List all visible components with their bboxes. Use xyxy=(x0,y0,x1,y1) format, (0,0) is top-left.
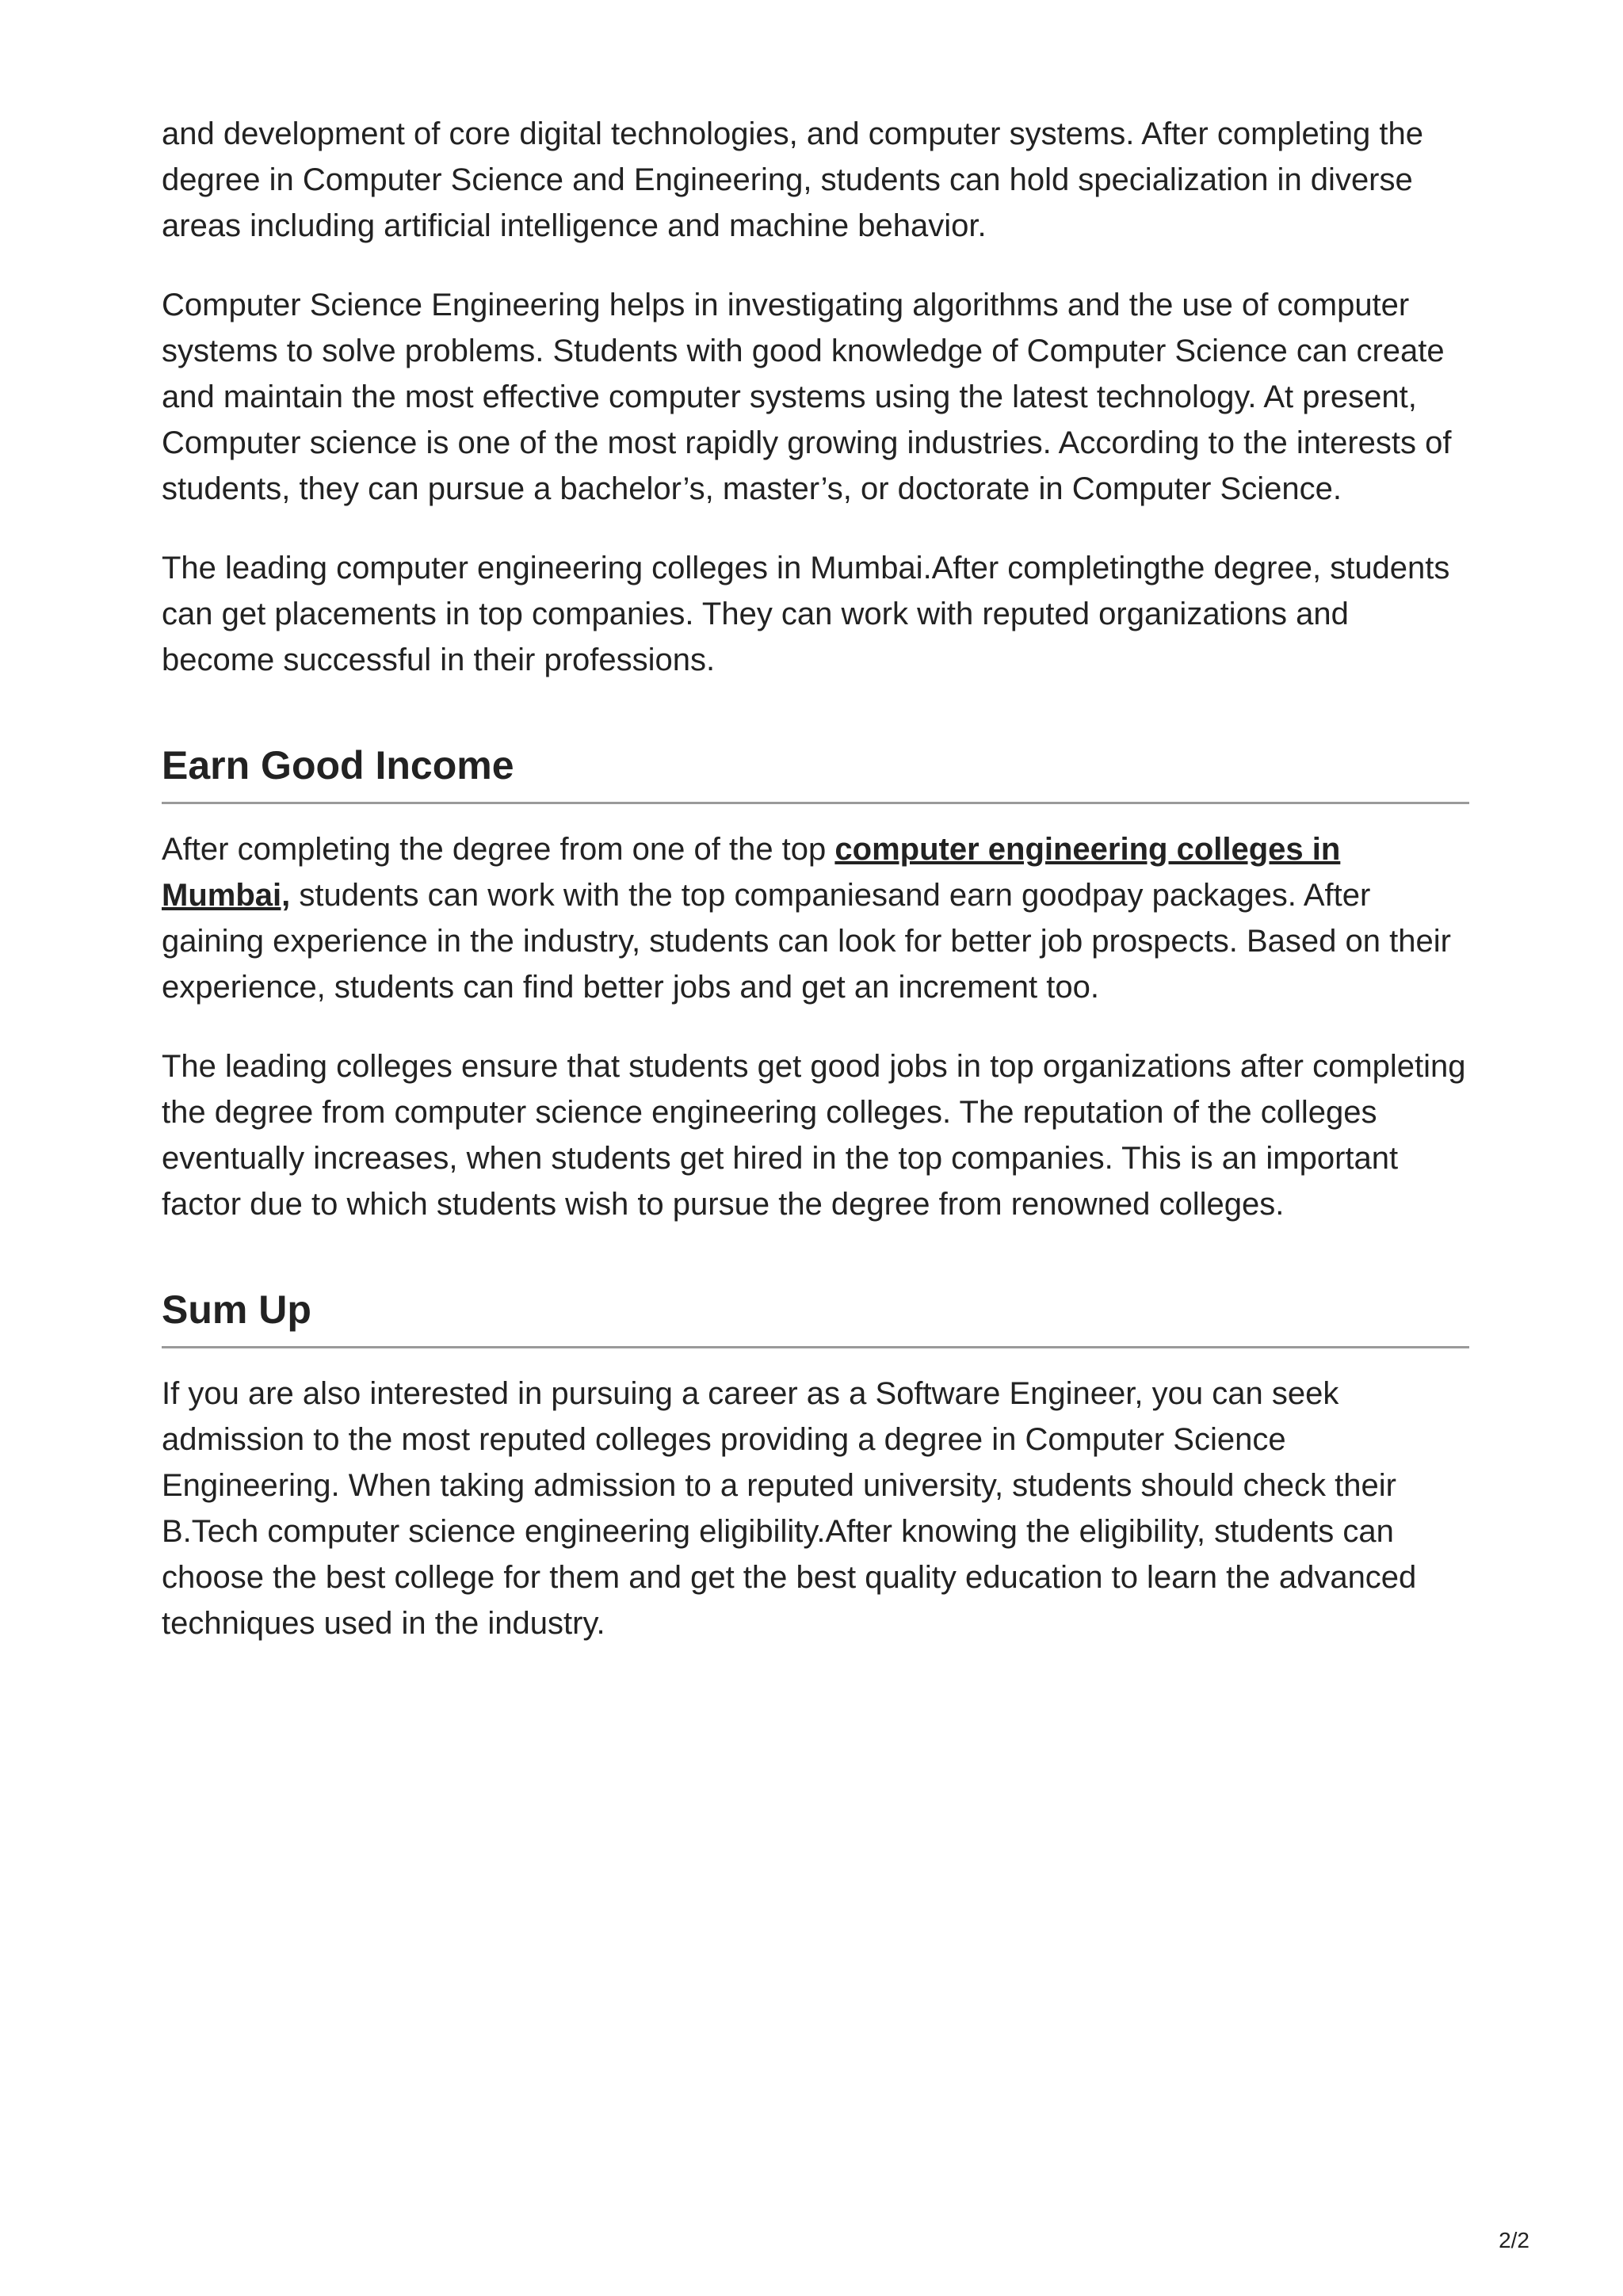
heading-sum-up: Sum Up xyxy=(162,1284,1469,1348)
sum-up-paragraph: If you are also interested in pursuing a career as a Software Engineer, you can seek admission to the most reputed colleges providing a degree in Computer Science Engineering. When taking admission to a reputed university, students should check their B.Tech computer science engineering eligibility.After knowing the eligibility, students can choose the best college for them and get the best quality education to learn the advanced techniques used in the industry. xyxy=(162,1376,1417,1641)
earn-paragraph-1-lead: After completing the degree from one of the top xyxy=(162,832,835,867)
earn-paragraph-1-tail: students can work with the top companiesand earn goodpay packages. After gaining experience in the industry, students can look for better job prospects. Based on their experience, students can find better jobs and get an increment too. xyxy=(162,878,1451,1005)
article-body xyxy=(162,111,1469,1680)
heading-earn-good-income: Earn Good Income xyxy=(162,740,1469,804)
computer-engineering-colleges-link[interactable]: computer engineering colleges in Mumbai, xyxy=(162,832,1341,913)
page-number: 2/2 xyxy=(1499,2228,1529,2252)
intro-paragraph-1: and development of core digital technologies, and computer systems. After completing the degree in Computer Science and Engineering, students can hold specialization in diverse areas including artificial intelligence and machine behavior. xyxy=(162,116,1424,243)
intro-paragraph-2: Computer Science Engineering helps in investigating algorithms and the use of computer systems to solve problems. Students with good knowledge of Computer Science can create and maintain the most effective computer systems using the latest technology. At present, Computer science is one of the most rapidly growing industries. According to the interests of students, they can pursue a bachelor’s, master’s, or doctorate in Computer Science. xyxy=(162,288,1452,506)
intro-paragraph-3: The leading computer engineering colleges in Mumbai.After completingthe degree, students can get placements in top companies. They can work with reputed organizations and become successful in their professions. xyxy=(162,551,1450,677)
earn-paragraph-2: The leading colleges ensure that students get good jobs in top organizations after completing the degree from computer science engineering colleges. The reputation of the colleges eventually increases, when students get hired in the top companies. This is an important factor due to which students wish to pursue the degree from renowned colleges. xyxy=(162,1049,1466,1222)
earn-paragraph-1 xyxy=(162,826,1469,1010)
